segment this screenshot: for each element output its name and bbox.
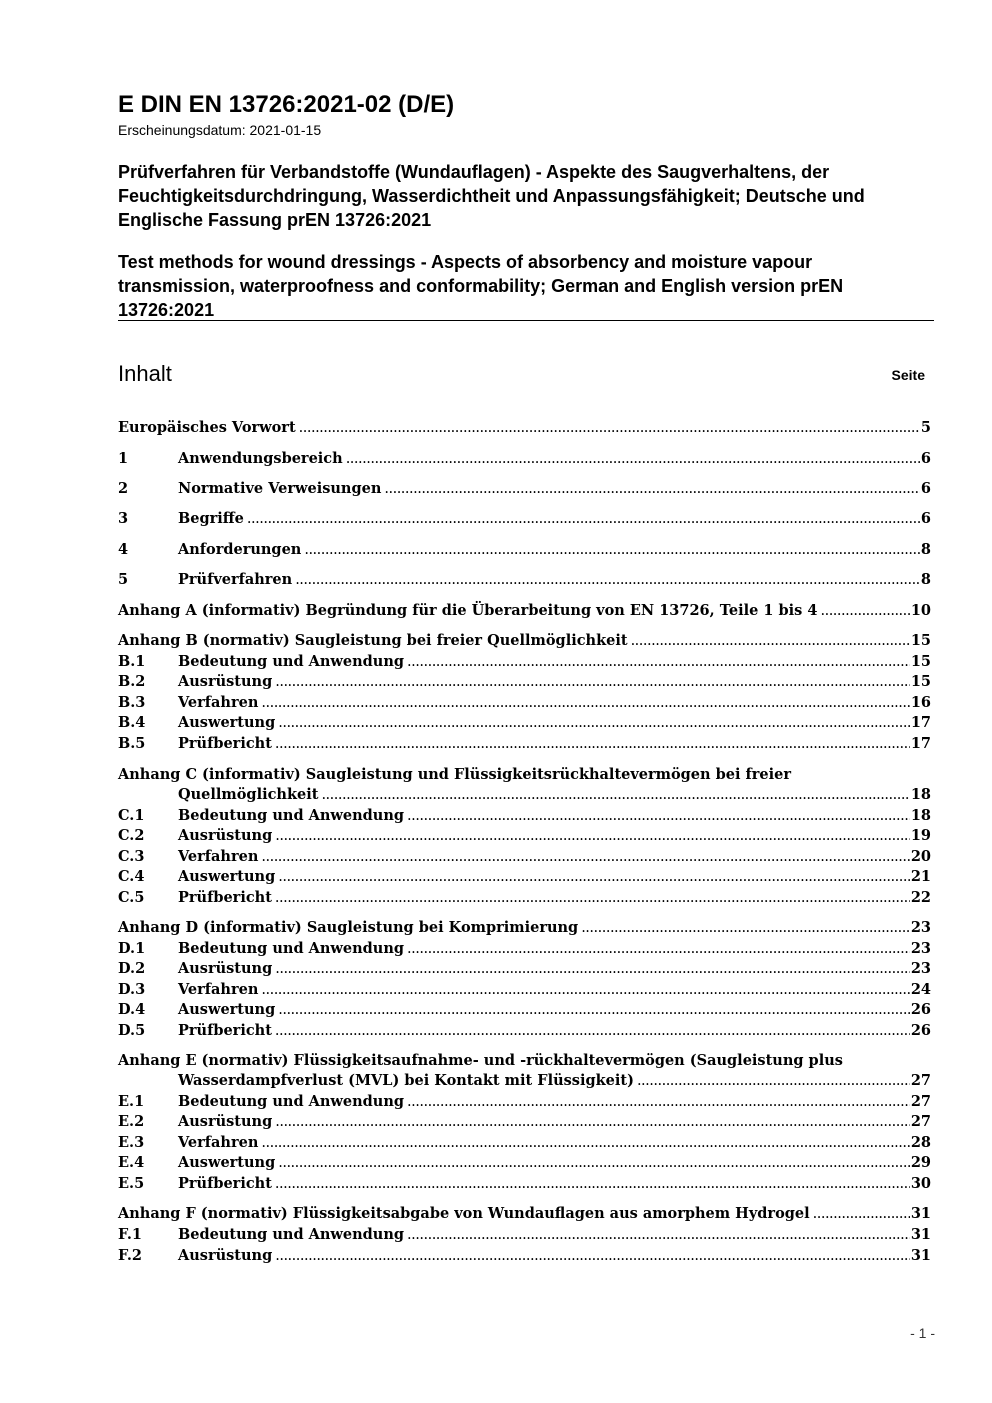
toc-dot-leader — [275, 959, 910, 980]
toc-entry-text: Bedeutung und Anwendung — [178, 940, 405, 957]
toc-entry[interactable] — [118, 733, 931, 754]
toc-dot-leader — [261, 1133, 909, 1154]
toc-entry-number: D.1 — [118, 940, 146, 957]
toc-entry[interactable] — [118, 958, 931, 979]
toc-entry-page: 15 — [910, 653, 931, 670]
toc-entry-number: E.3 — [118, 1134, 145, 1151]
toc-entry-page: 24 — [910, 981, 931, 998]
toc-entry-text: Anforderungen — [178, 541, 302, 558]
toc-page-column-label: Seite — [891, 367, 925, 383]
toc-entry[interactable] — [118, 600, 931, 621]
toc-entry[interactable] — [118, 846, 931, 867]
toc-entry-number: B.4 — [118, 714, 146, 731]
toc-entry[interactable] — [118, 1091, 931, 1112]
toc-entry-page: 8 — [920, 541, 931, 558]
toc-entry-page: 21 — [910, 868, 931, 885]
toc-entry-number: E.4 — [118, 1154, 145, 1171]
toc-dot-leader — [275, 1021, 910, 1042]
toc-entry[interactable] — [118, 651, 931, 672]
toc-dot-leader — [278, 867, 910, 888]
toc-entry-page: 6 — [920, 510, 931, 527]
toc-dot-leader — [813, 1204, 910, 1225]
toc-dot-leader — [278, 1153, 910, 1174]
toc-entry[interactable] — [118, 508, 931, 529]
toc-entry-page: 15 — [910, 632, 931, 649]
toc-dot-leader — [346, 449, 920, 470]
toc-entry-page: 26 — [910, 1022, 931, 1039]
toc-dot-leader — [631, 631, 910, 652]
toc-entry[interactable] — [118, 1070, 931, 1091]
toc-entry-page: 29 — [910, 1154, 931, 1171]
toc-entry-number: 2 — [118, 480, 129, 497]
toc-entry-number: F.2 — [118, 1247, 142, 1264]
toc-entry-number: C.2 — [118, 827, 145, 844]
toc-entry-number: B.2 — [118, 673, 146, 690]
toc-entry[interactable] — [118, 539, 931, 560]
toc-entry[interactable] — [118, 805, 931, 826]
toc-entry[interactable] — [118, 1224, 931, 1245]
toc-entry-text: Prüfbericht — [178, 1022, 272, 1039]
toc-dot-leader — [261, 693, 909, 714]
toc-entry-page: 18 — [910, 786, 931, 803]
toc-entry-number: C.5 — [118, 889, 145, 906]
toc-entry-number: 4 — [118, 541, 129, 558]
toc-entry-text[interactable]: Anhang C (informativ) Saugleistung und Flüssigkeitsrückhaltevermögen bei freier — [118, 766, 792, 783]
toc-dot-leader — [275, 826, 910, 847]
toc-entry[interactable] — [118, 671, 931, 692]
toc-entry-number: C.3 — [118, 848, 145, 865]
toc-dot-leader — [275, 734, 910, 755]
toc-entry-text: Auswertung — [178, 868, 276, 885]
toc-entry-page: 6 — [920, 480, 931, 497]
toc-entry-text[interactable]: Anhang E (normativ) Flüssigkeitsaufnahme- und -rückhaltevermögen (Saugleistung plus — [118, 1052, 843, 1069]
toc-entry[interactable] — [118, 569, 931, 590]
toc-entry-number: D.3 — [118, 981, 146, 998]
toc-entry-page: 23 — [910, 960, 931, 977]
toc-dot-leader — [278, 713, 910, 734]
toc-entry-page: 31 — [910, 1247, 931, 1264]
toc-entry-page: 16 — [910, 694, 931, 711]
toc-entry-text: Anhang B (normativ) Saugleistung bei freier Quellmöglichkeit — [118, 632, 628, 649]
toc-entry-page: 20 — [910, 848, 931, 865]
toc-entry-text: Begriffe — [178, 510, 244, 527]
toc-entry-text: Verfahren — [178, 981, 259, 998]
toc-entry-number: 3 — [118, 510, 129, 527]
toc-entry[interactable] — [118, 1203, 931, 1224]
toc-entry-number: D.2 — [118, 960, 146, 977]
toc-entry-page: 28 — [910, 1134, 931, 1151]
toc-entry-page: 5 — [920, 419, 931, 436]
toc-entry[interactable] — [118, 1020, 931, 1041]
toc-dot-leader — [275, 672, 910, 693]
toc-entry-page: 30 — [910, 1175, 931, 1192]
toc-entry-text: Bedeutung und Anwendung — [178, 807, 405, 824]
toc-dot-leader — [321, 785, 909, 806]
title-english: Test methods for wound dressings - Aspects of absorbency and moisture vapour transmission, waterproofness and conformability; German and English version prEN 13726:2021 — [118, 252, 844, 320]
toc-entry-text: Europäisches Vorwort — [118, 419, 296, 436]
toc-entry-text: Anwendungsbereich — [178, 450, 343, 467]
toc-dot-leader — [261, 847, 909, 868]
toc-dot-leader — [295, 570, 920, 591]
toc-entry[interactable] — [118, 1152, 931, 1173]
toc-entry-number: D.4 — [118, 1001, 146, 1018]
toc-entry-number: E.2 — [118, 1113, 145, 1130]
toc-entry[interactable] — [118, 692, 931, 713]
toc-entry-page: 15 — [910, 673, 931, 690]
toc-entry-text: Ausrüstung — [178, 1247, 273, 1264]
toc-entry[interactable] — [118, 887, 931, 908]
toc-entry[interactable] — [118, 999, 931, 1020]
toc-dot-leader — [299, 418, 920, 439]
toc-entry-page: 31 — [910, 1226, 931, 1243]
toc-entry-text: Prüfbericht — [178, 1175, 272, 1192]
toc-entry-page: 6 — [920, 450, 931, 467]
toc-entry-text: Normative Verweisungen — [178, 480, 382, 497]
toc-heading: Inhalt — [118, 361, 172, 386]
toc-entry-number: B.3 — [118, 694, 146, 711]
toc-entry[interactable] — [118, 938, 931, 959]
toc-dot-leader — [407, 1092, 910, 1113]
title-german: Prüfverfahren für Verbandstoffe (Wundauflagen) - Aspekte des Saugverhaltens, der Feuchtigkeitsdurchdringung, Wasserdichtheit und Anpassungsfähigkeit; Deutsche und Englische Fassung prEN 13726:2021 — [118, 162, 865, 230]
toc-dot-leader — [275, 1112, 910, 1133]
toc-entry-page: 27 — [910, 1113, 931, 1130]
toc-entry[interactable] — [118, 1245, 931, 1266]
toc-entry[interactable] — [118, 825, 931, 846]
toc-entry-number: 1 — [118, 450, 129, 467]
toc-entry-page: 10 — [910, 602, 931, 619]
toc-dot-leader — [407, 939, 910, 960]
toc-dot-leader — [407, 806, 910, 827]
toc-entry-text: Ausrüstung — [178, 960, 273, 977]
toc-entry[interactable] — [118, 1173, 931, 1194]
toc-entry-page: 27 — [910, 1093, 931, 1110]
toc-dot-leader — [275, 1174, 910, 1195]
toc-entry-number: F.1 — [118, 1226, 142, 1243]
toc-entry-page: 31 — [910, 1205, 931, 1222]
toc-entry-page: 26 — [910, 1001, 931, 1018]
toc-dot-leader — [261, 980, 909, 1001]
toc-dot-leader — [247, 509, 920, 530]
toc-entry-page: 22 — [910, 889, 931, 906]
toc-entry-page: 23 — [910, 940, 931, 957]
toc-entry-text: Verfahren — [178, 848, 259, 865]
toc-entry[interactable] — [118, 979, 931, 1000]
toc-dot-leader — [637, 1071, 910, 1092]
toc-entry-number: E.1 — [118, 1093, 145, 1110]
toc-entry[interactable] — [118, 712, 931, 733]
toc-entry-text: Bedeutung und Anwendung — [178, 653, 405, 670]
toc-entry-number: 5 — [118, 571, 129, 588]
toc-entry-page: 19 — [910, 827, 931, 844]
toc-entry-text: Bedeutung und Anwendung — [178, 1093, 405, 1110]
toc-dot-leader — [581, 918, 910, 939]
toc-entry[interactable] — [118, 417, 931, 438]
toc-entry[interactable] — [118, 784, 931, 805]
toc-entry-text: Verfahren — [178, 1134, 259, 1151]
toc-entry-number: C.1 — [118, 807, 145, 824]
toc-entry-text: Prüfbericht — [178, 735, 272, 752]
toc-entry-page: 17 — [910, 735, 931, 752]
toc-entry-text: Verfahren — [178, 694, 259, 711]
toc-dot-leader — [820, 601, 909, 622]
toc-entry-text: Ausrüstung — [178, 827, 273, 844]
toc-entry[interactable] — [118, 630, 931, 651]
toc-entry-page: 18 — [910, 807, 931, 824]
toc-entry-text: Prüfbericht — [178, 889, 272, 906]
toc-entry[interactable] — [118, 1111, 931, 1132]
toc-entry-number: B.1 — [118, 653, 146, 670]
toc-entry-text: Auswertung — [178, 1001, 276, 1018]
toc-entry-number: B.5 — [118, 735, 146, 752]
toc-entry-page: 27 — [910, 1072, 931, 1089]
toc-dot-leader — [275, 1246, 910, 1267]
toc-entry[interactable] — [118, 917, 931, 938]
toc-entry-page: 23 — [910, 919, 931, 936]
toc-entry-text: Ausrüstung — [178, 673, 273, 690]
toc-entry-number: D.5 — [118, 1022, 146, 1039]
toc-entry-continuation: Wasserdampfverlust (MVL) bei Kontakt mit Flüssigkeit) — [178, 1072, 634, 1089]
toc-entry-number: E.5 — [118, 1175, 145, 1192]
toc-entry[interactable] — [118, 866, 931, 887]
toc-dot-leader — [407, 652, 910, 673]
toc-entry[interactable] — [118, 448, 931, 469]
toc-entry-number: C.4 — [118, 868, 145, 885]
toc-entry[interactable] — [118, 478, 931, 499]
publication-date: Erscheinungsdatum: 2021-01-15 — [118, 122, 322, 138]
toc-entry-text: Anhang A (informativ) Begründung für die Überarbeitung von EN 13726, Teile 1 bis 4 — [118, 602, 818, 619]
toc-entry[interactable] — [118, 1132, 931, 1153]
toc-entry-text: Anhang F (normativ) Flüssigkeitsabgabe von Wundauflagen aus amorphem Hydrogel — [118, 1205, 810, 1222]
toc-entry-text: Ausrüstung — [178, 1113, 273, 1130]
toc-entry-continuation: Quellmöglichkeit — [178, 786, 319, 803]
toc-dot-leader — [275, 888, 910, 909]
toc-entry-text: Auswertung — [178, 1154, 276, 1171]
toc-entry-text: Auswertung — [178, 714, 276, 731]
document-title: E DIN EN 13726:2021-02 (D/E) — [118, 91, 455, 118]
toc-entry-page: 17 — [910, 714, 931, 731]
toc-dot-leader — [407, 1225, 910, 1246]
toc-entry-text: Prüfverfahren — [178, 571, 293, 588]
toc-entry-text: Bedeutung und Anwendung — [178, 1226, 405, 1243]
toc-entry-page: 8 — [920, 571, 931, 588]
page-number: - 1 - — [910, 1325, 935, 1341]
toc-dot-leader — [304, 540, 920, 561]
toc-dot-leader — [384, 479, 920, 500]
toc-entry-text: Anhang D (informativ) Saugleistung bei Komprimierung — [118, 919, 579, 936]
toc-dot-leader — [278, 1000, 910, 1021]
header-divider — [118, 320, 934, 321]
